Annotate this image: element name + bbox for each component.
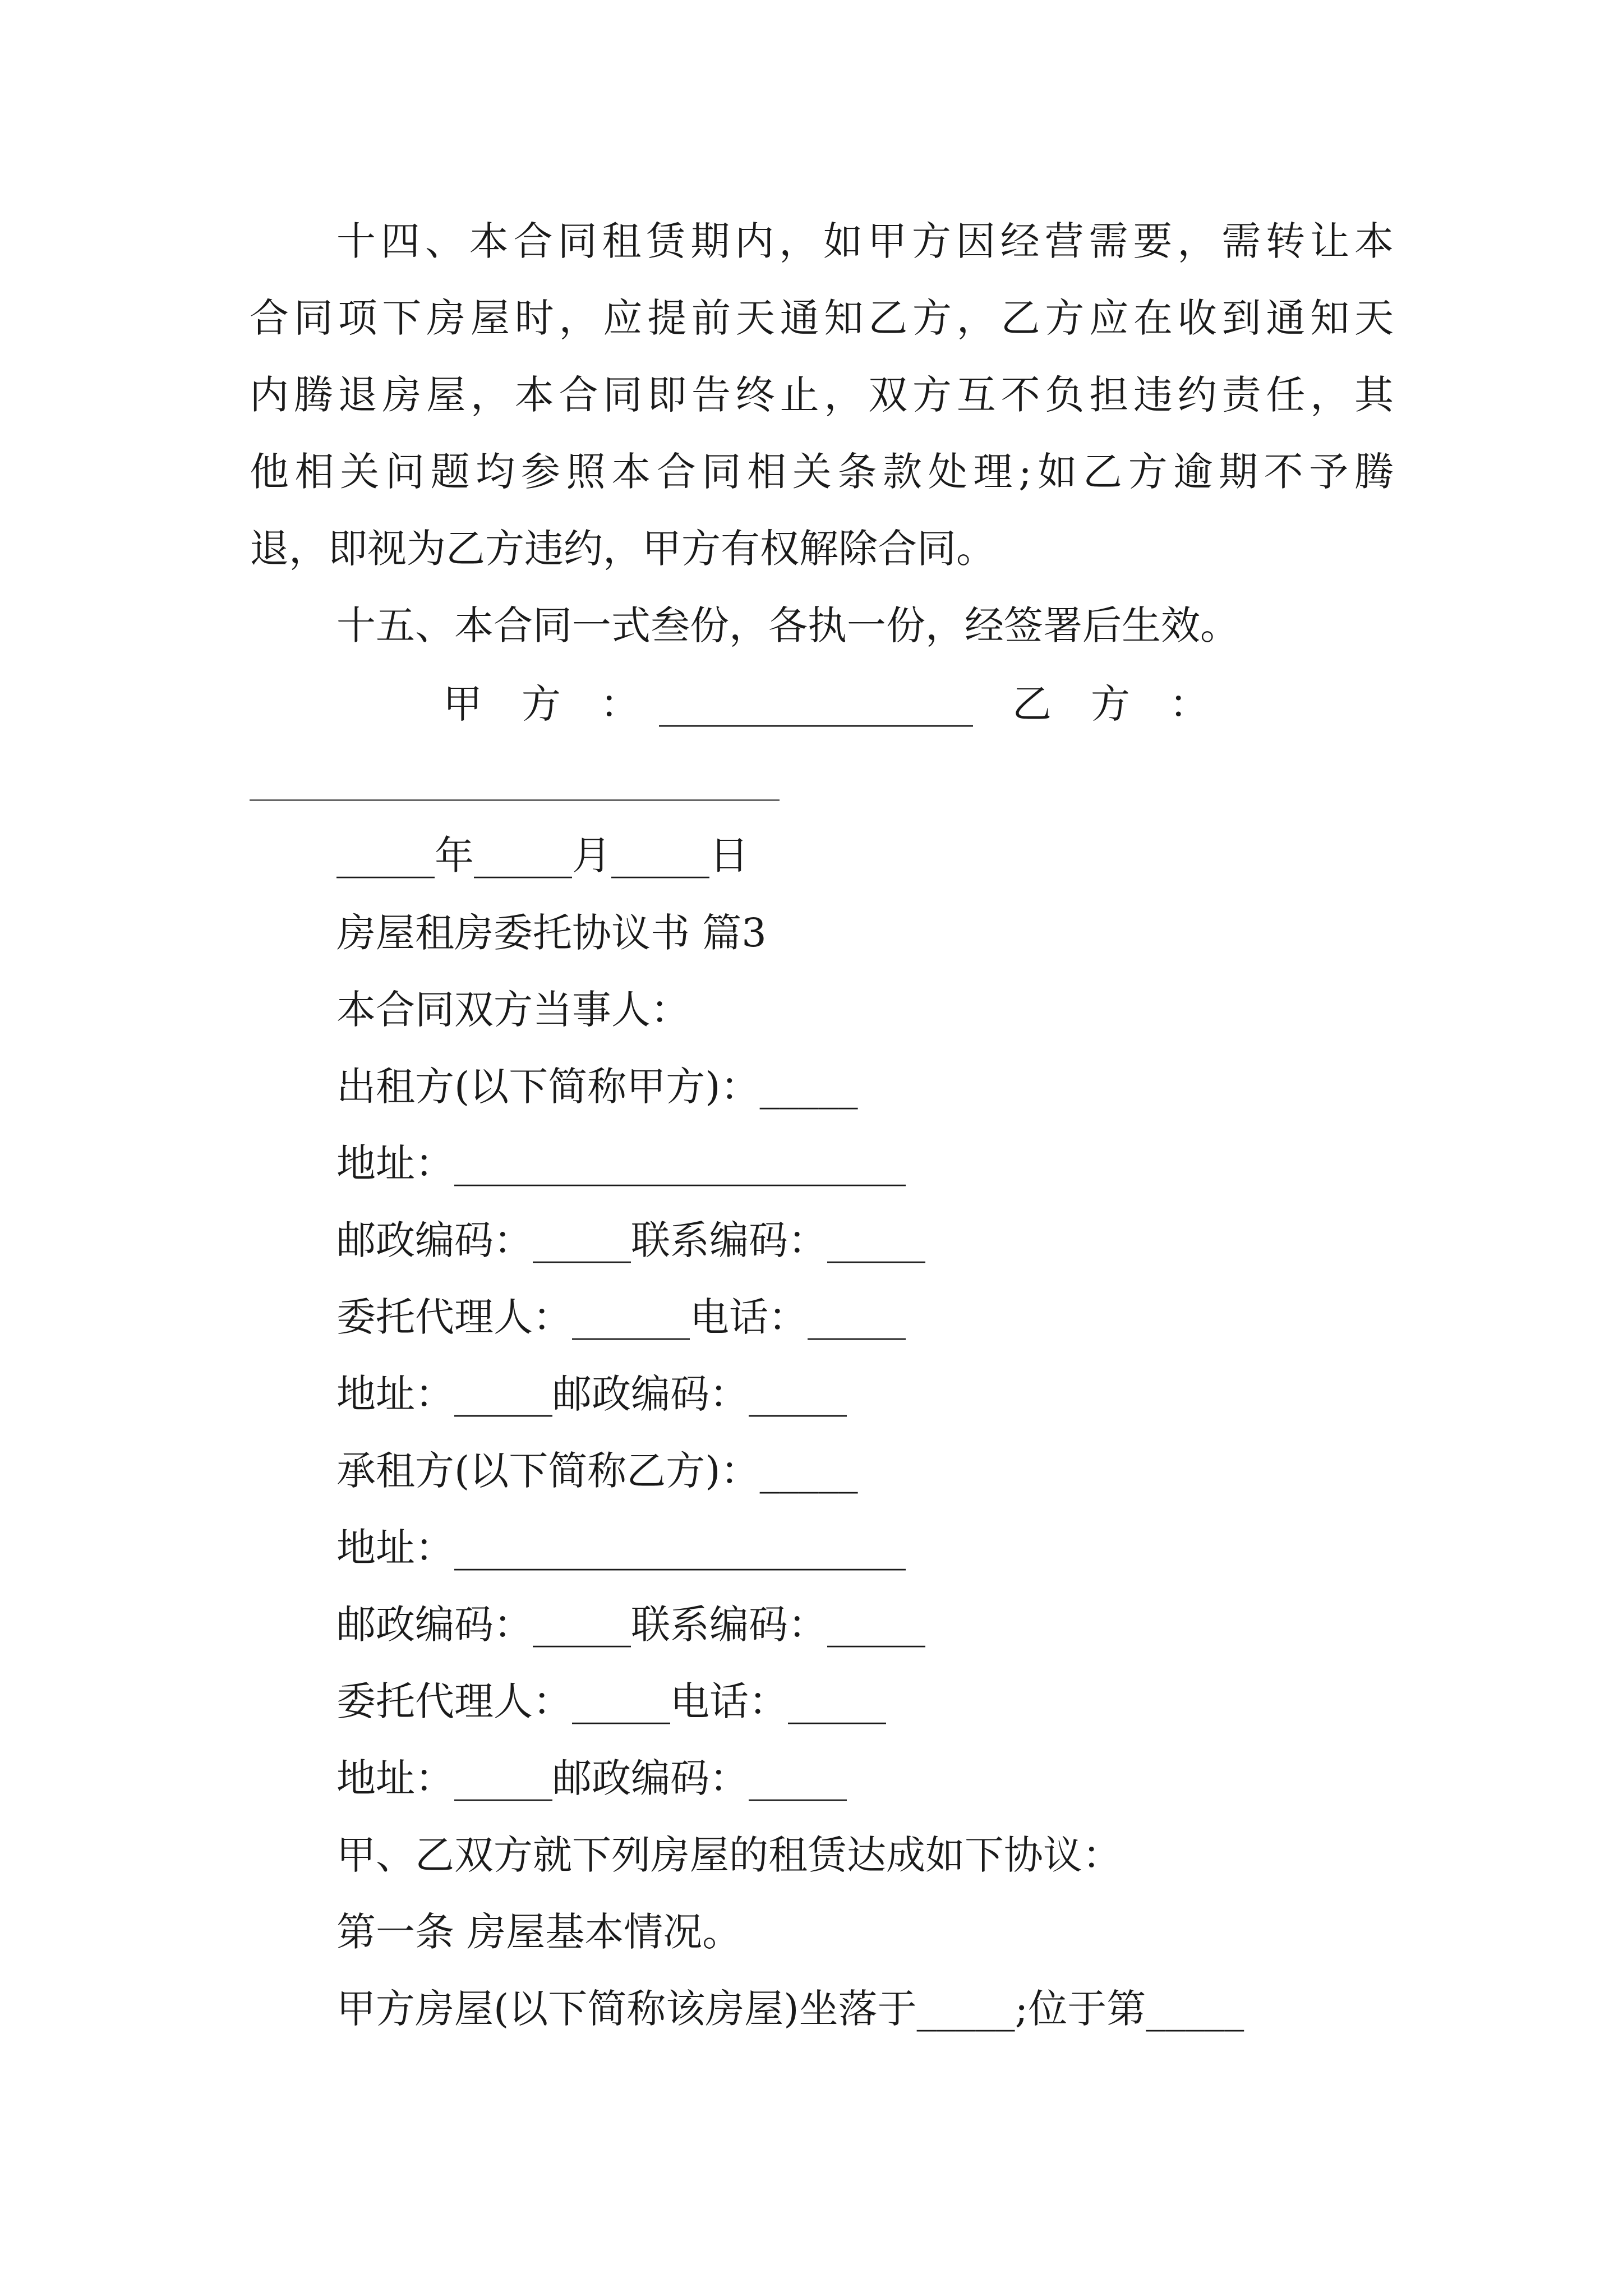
clause-15: 十五、本合同一式叁份，各执一份，经签署后生效。 [336, 602, 1239, 648]
date-line: _____年_____月_____日 [336, 832, 749, 878]
lessor-postal-contact: 邮政编码：_____联系编码：_____ [336, 1217, 925, 1263]
lessor-label: 出租方(以下简称甲方)：_____ [336, 1064, 858, 1110]
parties-intro: 本合同双方当事人： [336, 987, 690, 1033]
lessee-postal-contact: 邮政编码：_____联系编码：_____ [336, 1602, 925, 1648]
signature-line: 甲 方 ： ________________ 乙 方 ： [443, 681, 1209, 727]
article-1-location: 甲方房屋(以下简称该房屋)坐落于_____;位于第_____ [336, 1986, 1244, 2032]
clause-14-line-2: 合同项下房屋时，应提前天通知乙方，乙方应在收到通知天 [250, 295, 1394, 341]
clause-14-line-3: 内腾退房屋，本合同即告终止，双方互不负担违约责任，其 [250, 372, 1394, 418]
agreement-intro: 甲、乙双方就下列房屋的租赁达成如下协议： [336, 1832, 1122, 1878]
lessor-address: 地址：_______________________ [336, 1140, 906, 1186]
clause-14-line-4: 他相关问题均参照本合同相关条款处理;如乙方逾期不予腾 [250, 449, 1394, 495]
lessee-label: 承租方(以下简称乙方)：_____ [336, 1448, 858, 1494]
clause-14-line-1: 十四、本合同租赁期内，如甲方因经营需要，需转让本 [336, 218, 1394, 264]
signature-blank-rule [250, 799, 780, 801]
lessee-address: 地址：_______________________ [336, 1525, 906, 1571]
lessor-agent-phone: 委托代理人：______电话：_____ [336, 1294, 906, 1340]
article-1-title: 第一条 房屋基本情况。 [336, 1909, 742, 1955]
section-title: 房屋租房委托协议书 篇3 [336, 910, 767, 956]
clause-14-line-5: 退，即视为乙方违约，甲方有权解除合同。 [250, 526, 995, 572]
lessee-agent-address: 地址：_____邮政编码：_____ [336, 1755, 847, 1801]
lessee-agent-phone: 委托代理人：_____电话：_____ [336, 1678, 886, 1724]
lessor-agent-address: 地址：_____邮政编码：_____ [336, 1371, 847, 1417]
